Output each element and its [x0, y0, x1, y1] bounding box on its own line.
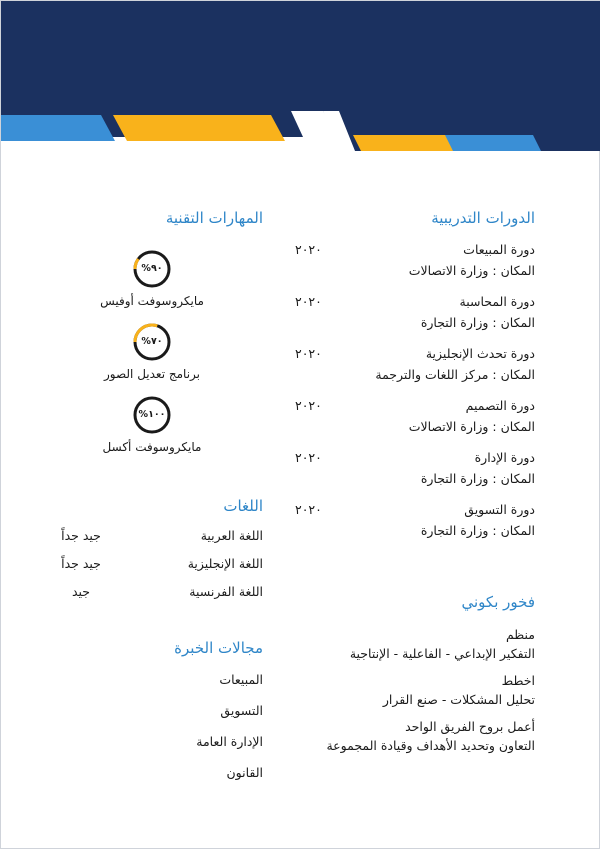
header-decoration [1, 1, 600, 161]
skill-percent: ١٠٠% [138, 409, 166, 420]
experience-title: مجالات الخبرة [174, 639, 263, 657]
language-level: جيد جداً [61, 528, 101, 543]
courses-list [295, 241, 535, 553]
course-name: دورة تحدث الإنجليزية [425, 346, 535, 361]
pride-line: التفكير الإبداعي - الفاعلية - الإنتاجية [349, 646, 535, 661]
skills-list [41, 249, 263, 468]
experience-list [41, 671, 263, 795]
course-item [295, 345, 535, 397]
skill-name: مايكروسوفت أوفيس [100, 294, 204, 308]
course-year: ٢٠٢٠ [295, 502, 322, 517]
skill-name: مايكروسوفت أكسل [102, 440, 202, 454]
course-year: ٢٠٢٠ [295, 398, 322, 413]
language-level: جيد جداً [61, 556, 101, 571]
course-item [295, 501, 535, 553]
skills-section [41, 207, 263, 468]
pride-title: فخور بكوني [461, 593, 535, 611]
course-item [295, 241, 535, 293]
pride-line: تحليل المشكلات - صنع القرار [382, 692, 535, 707]
language-level: جيد [71, 584, 91, 599]
pride-line: منظم [505, 627, 535, 642]
course-year: ٢٠٢٠ [295, 450, 322, 465]
language-name: اللغة الإنجليزية [187, 556, 263, 571]
language-item [41, 583, 263, 611]
pride-line: أعمل بروح الفريق الواحد [405, 719, 535, 734]
course-name: دورة المحاسبة [459, 294, 535, 309]
pride-list [295, 625, 535, 755]
course-year: ٢٠٢٠ [295, 294, 322, 309]
skill-item [41, 322, 263, 395]
skills-title: المهارات التقنية [165, 209, 263, 227]
languages-list [41, 527, 263, 611]
pride-line: اخطط [501, 673, 535, 688]
course-year: ٢٠٢٠ [295, 242, 322, 257]
course-item [295, 397, 535, 449]
course-place: المكان : وزارة التجارة [420, 523, 535, 538]
course-year: ٢٠٢٠ [295, 346, 322, 361]
course-name: دورة التسويق [464, 502, 535, 517]
skill-item [41, 395, 263, 468]
experience-item: التسويق [220, 703, 263, 718]
course-name: دورة الإدارة [474, 450, 535, 465]
courses-title: الدورات التدريبية [431, 209, 535, 227]
course-place: المكان : وزارة التجارة [420, 471, 535, 486]
experience-item: المبيعات [219, 672, 263, 687]
course-place: المكان : وزارة الاتصالات [408, 263, 535, 278]
language-name: اللغة العربية [200, 528, 263, 543]
experience-item: القانون [226, 765, 263, 780]
skill-percent: ٩٠% [141, 263, 163, 274]
course-name: دورة المبيعات [463, 242, 535, 257]
languages-section [41, 495, 263, 611]
skill-percent: ٧٠% [141, 336, 163, 347]
language-item [41, 527, 263, 555]
course-place: المكان : مركز اللغات والترجمة [375, 367, 535, 382]
skill-item [41, 249, 263, 322]
courses-section [295, 207, 535, 553]
language-item [41, 555, 263, 583]
course-place: المكان : وزارة التجارة [420, 315, 535, 330]
experience-section [41, 637, 263, 795]
pride-line: التعاون وتحديد الأهداف وقيادة المجموعة [326, 738, 535, 753]
course-place: المكان : وزارة الاتصالات [408, 419, 535, 434]
course-item [295, 449, 535, 501]
course-item [295, 293, 535, 345]
experience-item: الإدارة العامة [196, 734, 263, 749]
language-name: اللغة الفرنسية [189, 584, 263, 599]
pride-section [295, 591, 535, 763]
skill-name: برنامج تعديل الصور [103, 367, 200, 381]
languages-title: اللغات [223, 497, 263, 515]
course-name: دورة التصميم [465, 398, 535, 413]
